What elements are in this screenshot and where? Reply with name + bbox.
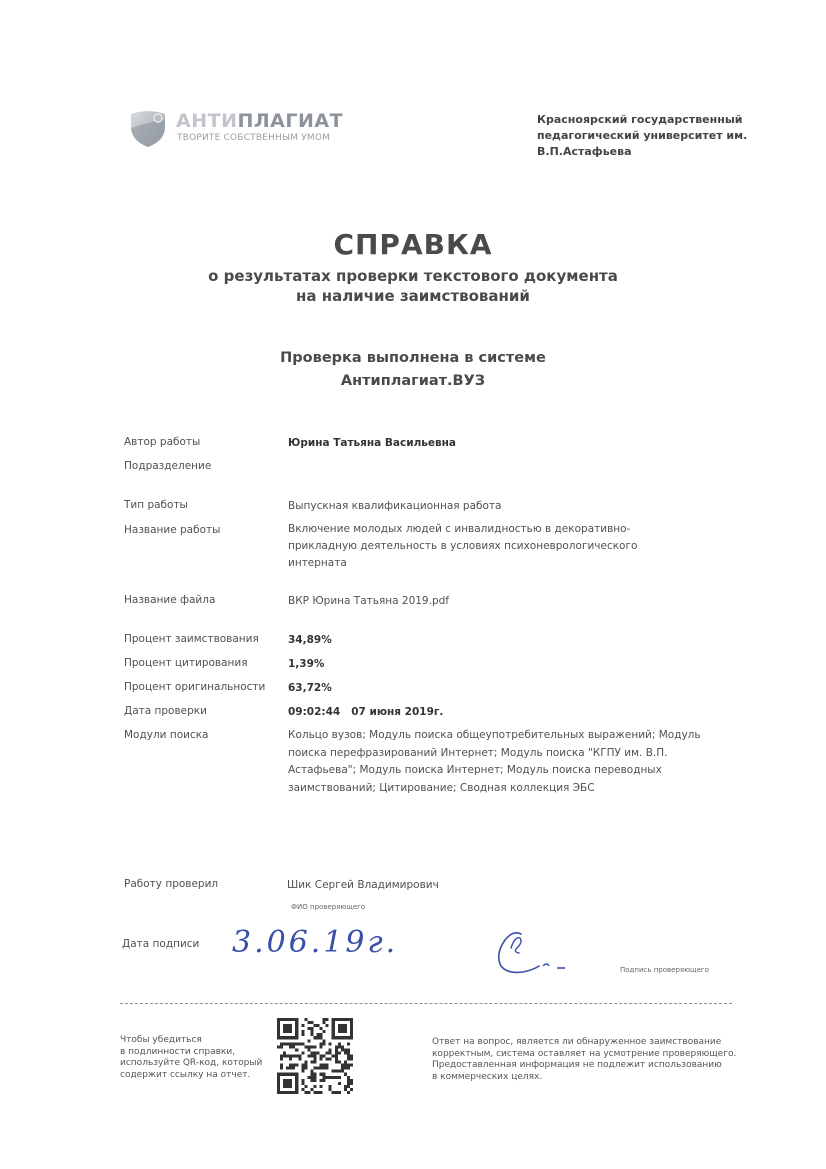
- checker-name: Шик Сергей Владимирович: [287, 879, 439, 891]
- antiplagiat-logo: [128, 106, 348, 150]
- originality-label: Процент оригинальности: [124, 681, 266, 693]
- subtitle-line: о результатах проверки текстового документа: [208, 267, 618, 285]
- system-name: Антиплагиат.ВУЗ: [340, 373, 486, 389]
- logo-word-dark: ПЛАГИАТ: [237, 110, 344, 132]
- qr-code[interactable]: [277, 1018, 353, 1094]
- work-title-label: Название работы: [124, 524, 221, 536]
- logo-wordmark: [176, 110, 343, 132]
- footer-divider: [120, 1003, 732, 1004]
- disclaimer-line: в коммерческих целях.: [432, 1071, 543, 1082]
- logo-tagline: ТВОРИТЕ СОБСТВЕННЫМ УМОМ: [177, 133, 331, 143]
- system-line: Проверка выполнена в системе: [280, 350, 546, 366]
- disclaimer: [432, 1037, 752, 1083]
- organization-line: педагогический университет им.: [537, 129, 748, 142]
- disclaimer-line: Ответ на вопрос, является ли обнаруженное заимствование: [432, 1037, 722, 1047]
- department-label: Подразделение: [124, 460, 212, 472]
- qr-note: [120, 1035, 270, 1081]
- file-name-value: ВКР Юрина Татьяна 2019.pdf: [288, 595, 449, 607]
- originality-value: 63,72%: [288, 682, 332, 694]
- organization-line: В.П.Астафьева: [537, 145, 632, 158]
- qr-finder-pattern: [279, 1074, 297, 1092]
- logo-word-light: АНТИ: [176, 110, 238, 132]
- file-name-label: Название файла: [124, 594, 216, 606]
- document-subtitle: [0, 266, 826, 306]
- author-label: Автор работы: [124, 436, 201, 448]
- citation-label: Процент цитирования: [124, 657, 248, 669]
- shield-logo-icon: [128, 108, 168, 148]
- borrowing-label: Процент заимствования: [124, 633, 259, 645]
- sign-date-label: Дата подписи: [122, 938, 200, 950]
- checked-by-label: Работу проверил: [124, 878, 219, 890]
- organization-name: [537, 112, 767, 160]
- handwritten-signature: [493, 926, 573, 976]
- qr-note-line: используйте QR-код, который: [120, 1058, 263, 1068]
- work-title-value: Включение молодых людей с инвалидностью в декоративно-прикладную деятельность в условиях психоневрологического интерната: [288, 523, 638, 569]
- check-date-label: Дата проверки: [124, 705, 207, 717]
- modules-value: Кольцо вузов; Модуль поиска общеупотребительных выражений; Модуль поиска перефразирований Интернет; Модуль поиска "КГПУ им. В.П. Астафьева"; Модуль поиска Интернет; Модуль поиска переводных заимствований; Цитирование; Сводная коллекция ЭБС: [288, 729, 701, 794]
- qr-note-line: в подлинности справки,: [120, 1046, 236, 1057]
- disclaimer-line: корректным, система оставляет на усмотрение проверяющего.: [432, 1048, 737, 1059]
- qr-note-line: содержит ссылку на отчет.: [120, 1069, 251, 1080]
- qr-finder-pattern: [279, 1020, 297, 1038]
- organization-line: Красноярский государственный: [537, 113, 743, 126]
- borrowing-value: 34,89%: [288, 634, 332, 646]
- disclaimer-line: Предоставленная информация не подлежит использованию: [432, 1060, 722, 1070]
- checker-name-hint: ФИО проверяющего: [291, 903, 366, 911]
- work-type-value: Выпускная квалификационная работа: [288, 500, 502, 512]
- citation-value: 1,39%: [288, 658, 325, 670]
- handwritten-sign-date: 3.06.19г.: [232, 925, 399, 960]
- qr-note-line: Чтобы убедиться: [120, 1035, 202, 1045]
- qr-finder-pattern: [333, 1020, 351, 1038]
- signature-hint: Подпись проверяющего: [620, 966, 709, 974]
- work-type-label: Тип работы: [124, 499, 188, 511]
- document-title: СПРАВКА: [333, 228, 493, 261]
- system-statement: [0, 347, 826, 393]
- modules-label: Модули поиска: [124, 729, 209, 741]
- author-value: Юрина Татьяна Васильевна: [288, 437, 457, 449]
- check-date-value: 09:02:44 07 июня 2019г.: [288, 706, 444, 718]
- subtitle-line: на наличие заимствований: [296, 287, 530, 305]
